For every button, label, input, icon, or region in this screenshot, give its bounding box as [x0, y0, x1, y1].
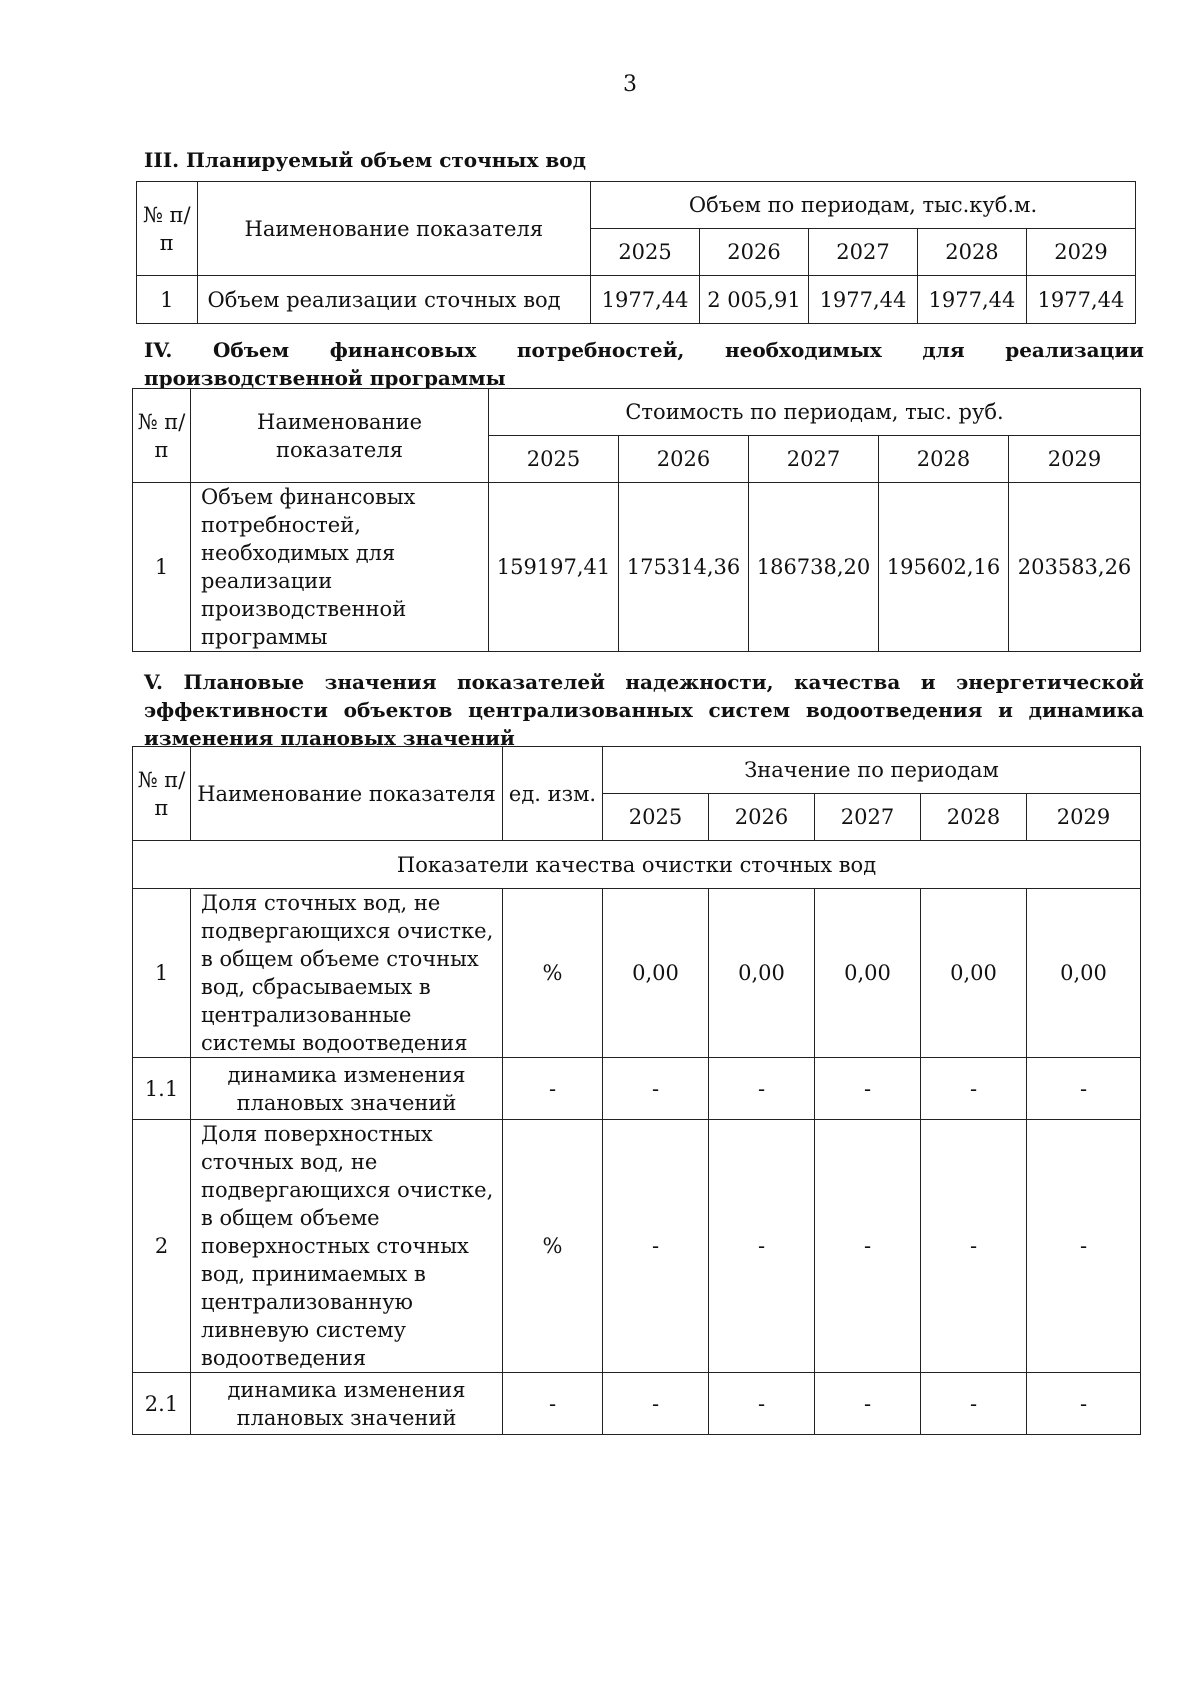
section-5-heading: V. Плановые значения показателей надежности, качества и энергетической эффективности объектов централизованных систем водоотведения и динамика изменения плановых значений	[144, 670, 1144, 750]
row-num: 2.1	[133, 1373, 191, 1435]
row-value: -	[603, 1058, 709, 1120]
header-name: Наименование показателя	[191, 389, 489, 483]
year-2029: 2029	[1026, 229, 1135, 276]
row-unit: %	[503, 889, 603, 1058]
row-name: динамика изменения плановых значений	[191, 1058, 503, 1120]
row-num: 1.1	[133, 1058, 191, 1120]
row-value: 195602,16	[879, 483, 1009, 652]
row-value: -	[1027, 1373, 1141, 1435]
year-2027: 2027	[815, 794, 921, 841]
row-unit: -	[503, 1373, 603, 1435]
row-value: 0,00	[709, 889, 815, 1058]
row-value: -	[921, 1120, 1027, 1373]
row-num: 1	[133, 483, 191, 652]
table-row	[133, 889, 1141, 1058]
header-num: № п/п	[133, 389, 191, 483]
year-2028: 2028	[879, 436, 1009, 483]
wastewater-volume-table	[136, 181, 1136, 324]
row-value: -	[709, 1058, 815, 1120]
row-value: 0,00	[921, 889, 1027, 1058]
page-number: 3	[623, 72, 637, 97]
row-value: 1977,44	[591, 276, 700, 324]
row-value: -	[603, 1373, 709, 1435]
header-name: Наименование показателя	[191, 747, 503, 841]
year-2025: 2025	[603, 794, 709, 841]
table-row	[133, 1120, 1141, 1373]
row-value: 159197,41	[489, 483, 619, 652]
row-value: 1977,44	[917, 276, 1026, 324]
row-value: -	[815, 1120, 921, 1373]
year-2027: 2027	[749, 436, 879, 483]
row-value: 1977,44	[1026, 276, 1135, 324]
year-2028: 2028	[921, 794, 1027, 841]
row-value: -	[709, 1373, 815, 1435]
header-num: № п/п	[133, 747, 191, 841]
year-2029: 2029	[1027, 794, 1141, 841]
header-period-group: Объем по периодам, тыс.куб.м.	[591, 182, 1136, 229]
row-value: -	[709, 1120, 815, 1373]
row-name: Доля сточных вод, не подвергающихся очистке, в общем объеме сточных вод, сбрасываемых в централизованные системы водоотведения	[191, 889, 503, 1058]
row-num: 2	[133, 1120, 191, 1373]
year-2025: 2025	[591, 229, 700, 276]
year-2028: 2028	[917, 229, 1026, 276]
year-2029: 2029	[1009, 436, 1141, 483]
year-2026: 2026	[700, 229, 809, 276]
row-num: 1	[133, 889, 191, 1058]
row-value: -	[603, 1120, 709, 1373]
year-2026: 2026	[619, 436, 749, 483]
row-value: 1977,44	[809, 276, 918, 324]
header-period-group: Стоимость по периодам, тыс. руб.	[489, 389, 1141, 436]
row-value: 0,00	[1027, 889, 1141, 1058]
table-row	[137, 276, 1136, 324]
header-num: № п/п	[137, 182, 198, 276]
row-value: -	[921, 1373, 1027, 1435]
row-value: -	[1027, 1058, 1141, 1120]
row-name: Доля поверхностных сточных вод, не подвергающихся очистке, в общем объеме поверхностных сточных вод, принимаемых в централизованную ливневую систему водоотведения	[191, 1120, 503, 1373]
row-name: Объем финансовых потребностей, необходимых для реализации производственной программы	[191, 483, 489, 652]
row-value: 2 005,91	[700, 276, 809, 324]
row-value: 186738,20	[749, 483, 879, 652]
row-num: 1	[137, 276, 198, 324]
table-row	[133, 483, 1141, 652]
row-value: -	[815, 1058, 921, 1120]
year-2027: 2027	[809, 229, 918, 276]
section-3-heading: III. Планируемый объем сточных вод	[144, 148, 586, 172]
row-value: 0,00	[815, 889, 921, 1058]
row-value: 203583,26	[1009, 483, 1141, 652]
row-value: -	[1027, 1120, 1141, 1373]
row-value: -	[815, 1373, 921, 1435]
table-row	[133, 1373, 1141, 1435]
header-unit: ед. изм.	[503, 747, 603, 841]
section-4-heading: IV. Объем финансовых потребностей, необходимых для реализации производственной программы	[144, 338, 1144, 390]
table-row	[133, 1058, 1141, 1120]
year-2025: 2025	[489, 436, 619, 483]
row-value: -	[921, 1058, 1027, 1120]
year-2026: 2026	[709, 794, 815, 841]
row-name: Объем реализации сточных вод	[197, 276, 591, 324]
row-name: динамика изменения плановых значений	[191, 1373, 503, 1435]
row-value: 175314,36	[619, 483, 749, 652]
financial-needs-table	[132, 388, 1141, 652]
subheader-row: Показатели качества очистки сточных вод	[133, 841, 1141, 889]
row-value: 0,00	[603, 889, 709, 1058]
header-name: Наименование показателя	[197, 182, 591, 276]
row-unit: %	[503, 1120, 603, 1373]
header-period-group: Значение по периодам	[603, 747, 1141, 794]
reliability-quality-table	[132, 746, 1141, 1435]
row-unit: -	[503, 1058, 603, 1120]
